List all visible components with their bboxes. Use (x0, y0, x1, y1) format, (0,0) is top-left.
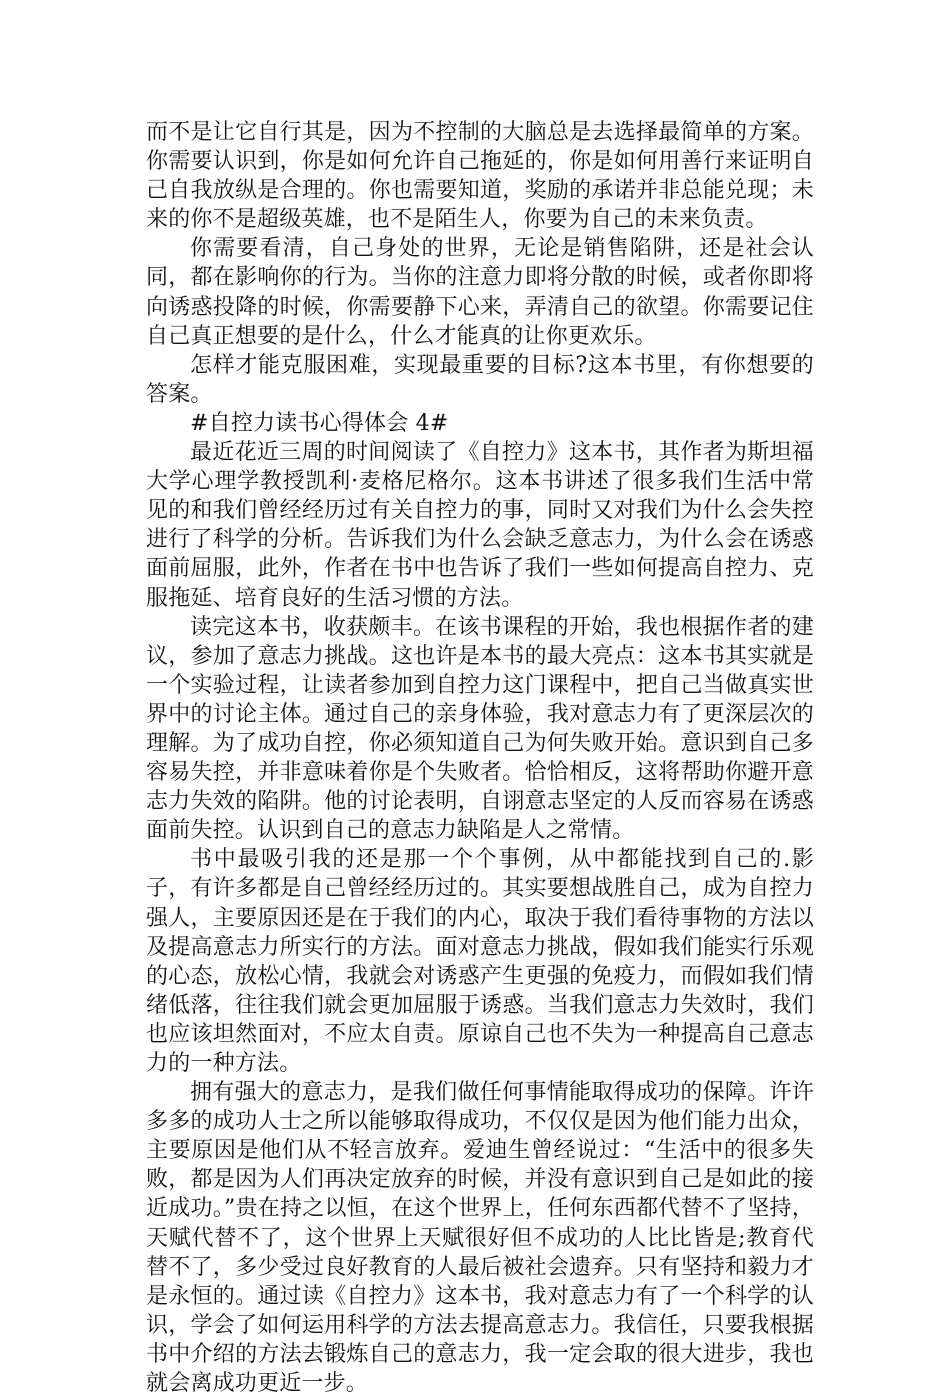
paragraph-answer: 怎样才能克服困难，实现最重要的目标?这本书里，有你想要的答案。 (146, 352, 814, 407)
paragraph-examples: 书中最吸引我的还是那一个个事例，从中都能找到自己的.影子，有许多都是自己曾经经历过的。其实要想战胜自己，成为自控力强人，主要原因还是在于我们的内心，取决于我们看待事物的方法以及提高意志力所实行的方法。面对意志力挑战，假如我们能实行乐观的心态，放松心情，我就会对诱惑产生更强的免疫力，而假如我们情绪低落，往往我们就会更加屈服于诱惑。当我们意志力失效时，我们也应该坦然面对，不应太自责。原谅自己也不失为一种提高自己意志力的一种方法。 (146, 847, 814, 1076)
paragraph-gains: 读完这本书，收获颇丰。在该书课程的开始，我也根据作者的建议，参加了意志力挑战。这也许是本书的最大亮点：这本书其实就是一个实验过程，让读者参加到自控力这门课程中，把自己当做真实世界中的讨论主体。通过自己的亲身体验，我对意志力有了更深层次的理解。为了成功自控，你必须知道自己为何失败开始。意识到自己多容易失控，并非意味着你是个失败者。恰恰相反，这将帮助你避开意志力失效的陷阱。他的讨论表明，自诩意志坚定的人反而容易在诱惑面前失控。认识到自己的意志力缺陷是人之常情。 (146, 614, 814, 844)
paragraph-continuation: 而不是让它自行其是，因为不控制的大脑总是去选择最简单的方案。你需要认识到，你是如何允许自己拖延的，你是如何用善行来证明自己自我放纵是合理的。你也需要知道，奖励的承诺并非总能兑现；未来的你不是超级英雄，也不是陌生人，你要为自己的未来负责。 (146, 120, 814, 233)
section-heading: #自控力读书心得体会 4# (190, 410, 449, 436)
document-body (146, 118, 814, 1398)
paragraph-world-awareness: 你需要看清，自己身处的世界，无论是销售陷阱，还是社会认同，都在影响你的行为。当你的注意力即将分散的时候，或者你即将向诱惑投降的时候，你需要静下心来，弄清自己的欲望。你需要记住自己真正想要的是什么，什么才能真的让你更欢乐。 (146, 236, 814, 349)
paragraph-intro: 最近花近三周的时间阅读了《自控力》这本书，其作者为斯坦福大学心理学教授凯利·麦格尼格尔。这本书讲述了很多我们生活中常见的和我们曾经经历过有关自控力的事，同时又对我们为什么会失控进行了科学的分析。告诉我们为什么会缺乏意志力，为什么会在诱惑面前屈服，此外，作者在书中也告诉了我们一些如何提高自控力、克服拖延、培育良好的生活习惯的方法。 (146, 440, 814, 611)
paragraph-perseverance: 拥有强大的意志力，是我们做任何事情能取得成功的保障。许许多多的成功人士之所以能够取得成功，不仅仅是因为他们能力出众，主要原因是他们从不轻言放弃。爱迪生曾经说过：“生活中的很多失败，都是因为人们再决定放弃的时候，并没有意识到自己是如此的接近成功。”贵在持之以恒，在这个世界上，任何东西都代替不了坚持，天赋代替不了，这个世界上天赋很好但不成功的人比比皆是;教育代替不了，多少受过良好教育的人最后被社会遗弃。只有坚持和毅力才是永恒的。通过读《自控力》这本书，我对意志力有了一个科学的认识，学会了如何运用科学的方法去提高意志力。我信任，只要我根据书中介绍的方法去锻炼自己的意志力，我一定会取的很大进步，我也就会离成功更近一步。 (146, 1080, 814, 1397)
